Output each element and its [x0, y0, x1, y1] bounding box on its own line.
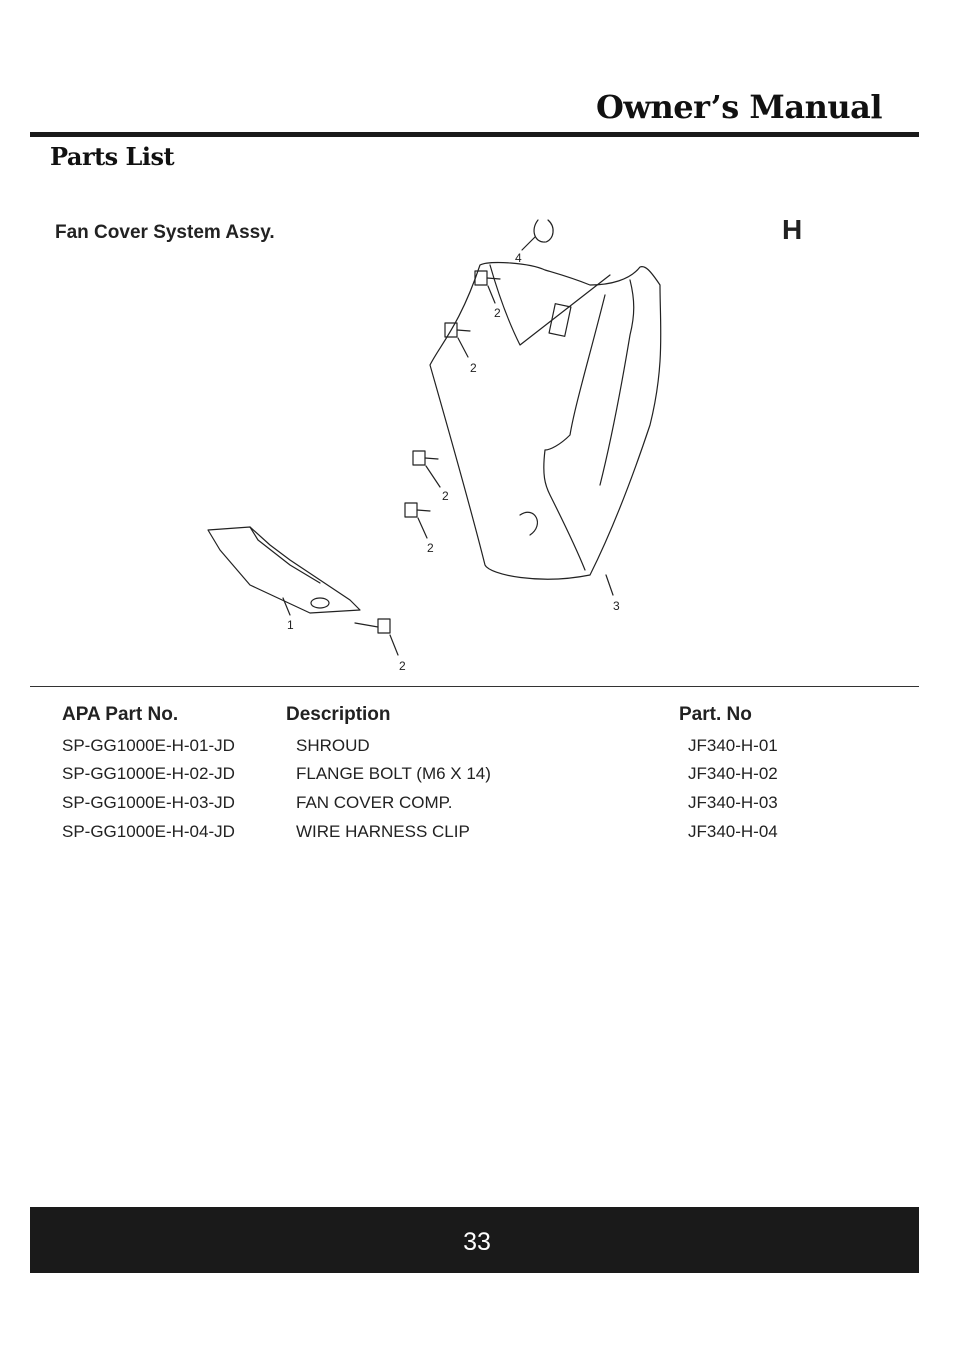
- col-header-description: Description: [286, 704, 391, 725]
- wire-harness-clip-drawing: [534, 220, 553, 242]
- table-divider: [30, 686, 919, 687]
- header-title: Owner’s Manual: [596, 88, 882, 126]
- cell-part-no: JF340-H-03: [688, 793, 778, 812]
- cell-apa-part-no: SP-GG1000E-H-04-JD: [62, 822, 235, 841]
- callout-2-e: 2: [399, 659, 406, 673]
- section-letter: H: [782, 214, 803, 245]
- cell-apa-part-no: SP-GG1000E-H-02-JD: [62, 764, 235, 783]
- cell-description: FAN COVER COMP.: [296, 793, 453, 812]
- cell-apa-part-no: SP-GG1000E-H-03-JD: [62, 793, 235, 812]
- assembly-title: Fan Cover System Assy.: [55, 222, 275, 243]
- col-header-part-no: Part. No: [679, 704, 752, 725]
- cell-apa-part-no: SP-GG1000E-H-01-JD: [62, 736, 235, 755]
- callout-2-b: 2: [470, 361, 477, 375]
- cell-description: SHROUD: [296, 736, 370, 755]
- flange-bolt-drawings: [355, 271, 500, 633]
- cell-description: FLANGE BOLT (M6 X 14): [296, 764, 491, 783]
- section-title: Parts List: [50, 142, 175, 171]
- cell-part-no: JF340-H-01: [688, 736, 778, 755]
- callout-2-d: 2: [427, 541, 434, 555]
- page-number: 33: [463, 1228, 491, 1256]
- cell-description: WIRE HARNESS CLIP: [296, 822, 470, 841]
- header-rule: [30, 132, 919, 137]
- callout-3: 3: [613, 599, 620, 613]
- col-header-apa-part-no: APA Part No.: [62, 704, 179, 725]
- callout-2-a: 2: [494, 306, 501, 320]
- callout-4: 4: [515, 251, 522, 265]
- fan-cover-drawing: [430, 263, 661, 580]
- cell-part-no: JF340-H-04: [688, 822, 778, 841]
- callout-1: 1: [287, 618, 294, 632]
- callout-leaders: [283, 237, 613, 655]
- cell-part-no: JF340-H-02: [688, 764, 778, 783]
- exploded-parts-diagram: [190, 205, 690, 680]
- callout-2-c: 2: [442, 489, 449, 503]
